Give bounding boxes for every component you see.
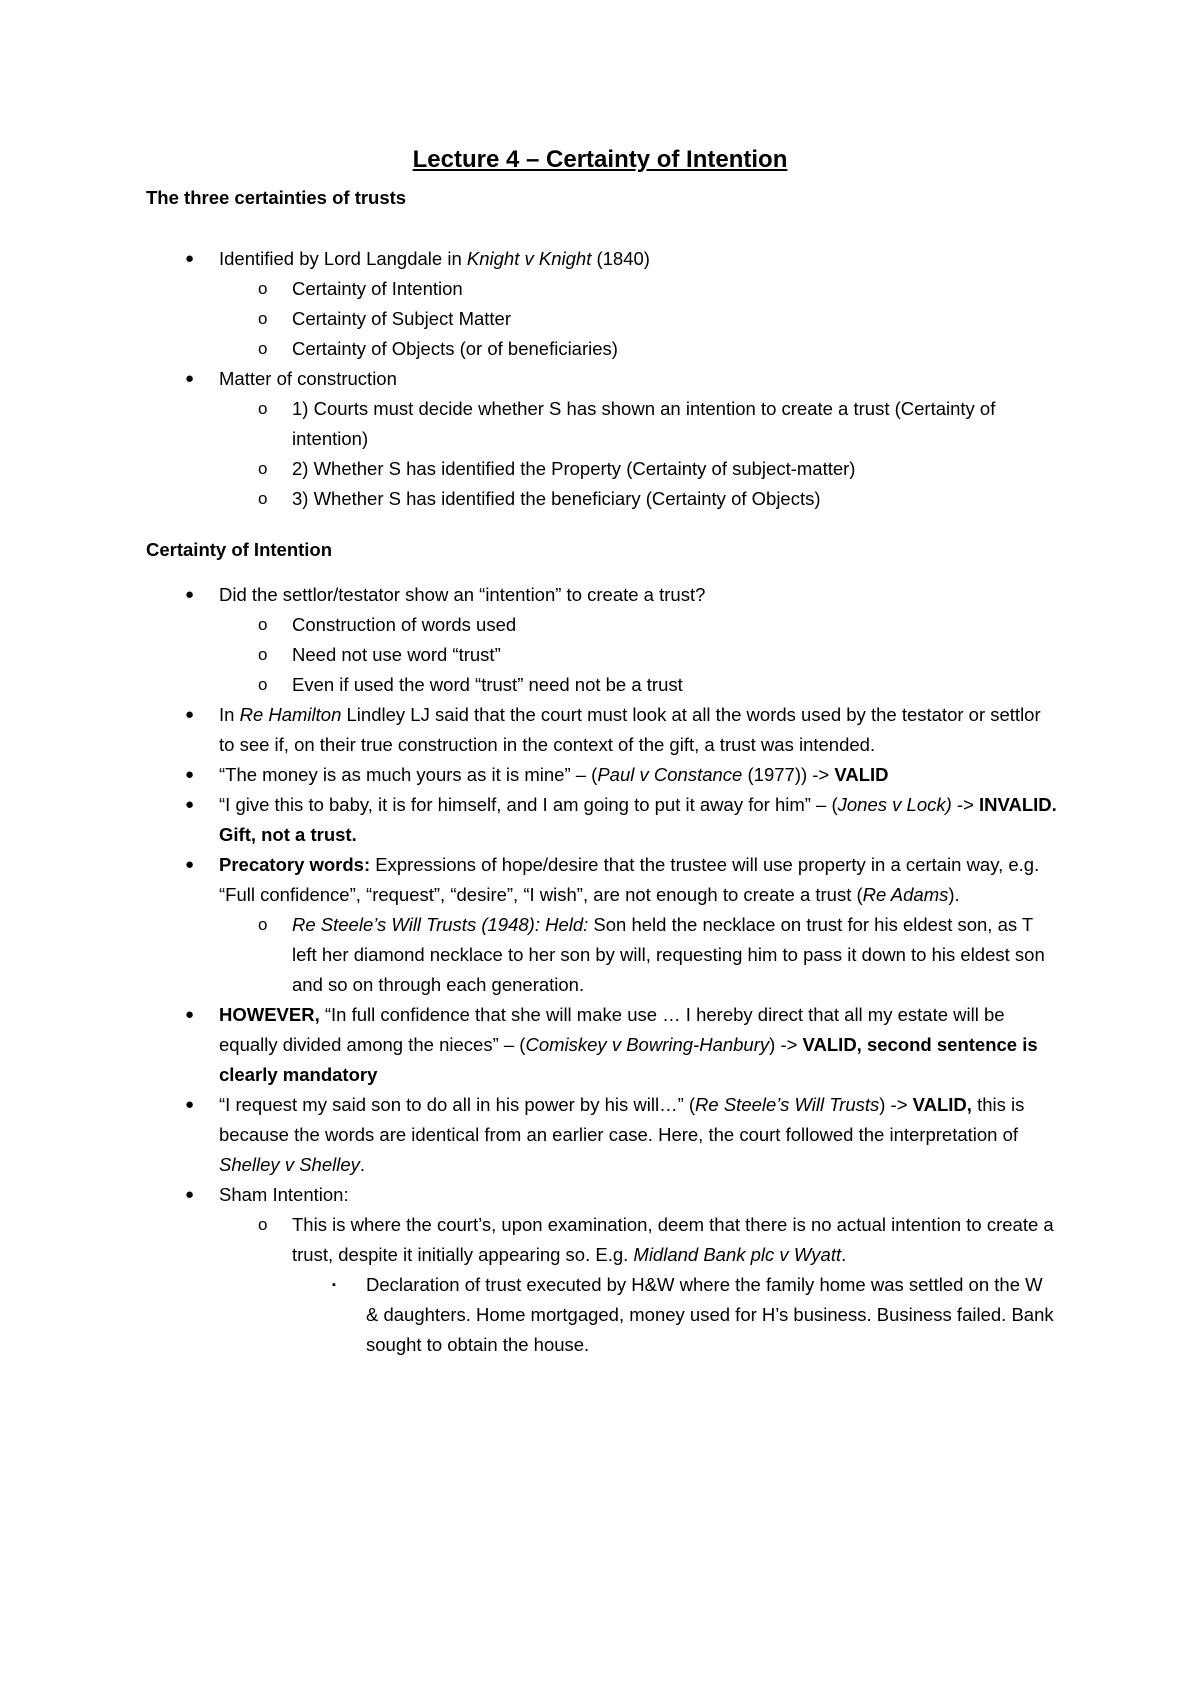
text-run: “I request my said son to do all in his power by his will…” ( bbox=[219, 1094, 696, 1115]
text-run: In bbox=[219, 704, 240, 725]
text-run: Re Steele’s Will Trusts bbox=[695, 1094, 880, 1115]
section-heading-three-certainties: The three certainties of trusts bbox=[146, 187, 407, 208]
text-run: Re Steele’s Will Trusts (1948): Held: bbox=[292, 914, 589, 935]
text-run: 2) Whether S has identified the Property (Certainty of subject-matter) bbox=[292, 458, 856, 479]
list-item-text bbox=[219, 1004, 1038, 1085]
page-title: Lecture 4 – Certainty of Intention bbox=[412, 146, 788, 173]
text-run: VALID bbox=[834, 764, 889, 785]
text-run: Re Hamilton bbox=[239, 704, 342, 725]
bullet-circle-icon: o bbox=[258, 1215, 268, 1234]
text-run: this is because the words are identical from an earlier case. Here, the court followed the interpretation of bbox=[219, 1094, 1025, 1145]
text-run: INVALID. Gift, not a trust. bbox=[219, 794, 1057, 845]
list-item-level-2 bbox=[0, 1210, 1200, 1270]
text-run: ) -> bbox=[879, 1094, 913, 1115]
list-item-level-1 bbox=[0, 244, 1200, 274]
text-run: Even if used the word “trust” need not be a trust bbox=[292, 674, 683, 695]
text-run: Identified by Lord Langdale in bbox=[219, 248, 467, 269]
list-item-level-2 bbox=[0, 334, 1200, 364]
bullet-list-certainty-of-intention bbox=[0, 580, 1200, 1360]
list-item-level-1 bbox=[0, 580, 1200, 610]
list-item-level-1 bbox=[0, 850, 1200, 910]
list-item-text bbox=[292, 338, 618, 359]
list-item-level-2 bbox=[0, 910, 1200, 1000]
text-run: Paul v Constance bbox=[597, 764, 743, 785]
text-run: Re Adams bbox=[862, 884, 949, 905]
list-item-level-1 bbox=[0, 1000, 1200, 1090]
list-item-level-1 bbox=[0, 1090, 1200, 1180]
list-item-text bbox=[292, 674, 683, 695]
list-item-text bbox=[219, 704, 1041, 755]
text-run: Shelley v Shelley bbox=[219, 1154, 360, 1175]
bullet-circle-icon: o bbox=[258, 279, 268, 298]
bullet-circle-icon: o bbox=[258, 915, 268, 934]
bullet-dot-icon: ● bbox=[185, 856, 195, 873]
list-item-text bbox=[366, 1274, 1054, 1355]
bullet-dot-icon: ● bbox=[185, 370, 195, 387]
text-run: “The money is as much yours as it is mine” – ( bbox=[219, 764, 598, 785]
text-run: -> bbox=[951, 794, 980, 815]
list-item-text bbox=[219, 584, 705, 605]
bullet-circle-icon: o bbox=[258, 309, 268, 328]
list-item-level-1 bbox=[0, 790, 1200, 850]
list-item-level-2 bbox=[0, 484, 1200, 514]
text-run: 1) Courts must decide whether S has shown an intention to create a trust (Certainty of intention) bbox=[292, 398, 996, 449]
list-item-level-2 bbox=[0, 610, 1200, 640]
text-run: HOWEVER, bbox=[219, 1004, 320, 1025]
list-item-text bbox=[219, 764, 889, 785]
list-item-level-2 bbox=[0, 670, 1200, 700]
list-item-text bbox=[292, 488, 821, 509]
text-run: Knight v Knight bbox=[466, 248, 592, 269]
text-run: Did the settlor/testator show an “intention” to create a trust? bbox=[219, 584, 706, 605]
list-item-text bbox=[292, 458, 855, 479]
bullet-dot-icon: ● bbox=[185, 706, 195, 723]
text-run: VALID, second sentence is clearly mandatory bbox=[219, 1034, 1038, 1085]
list-item-text bbox=[292, 398, 995, 449]
list-item-text bbox=[219, 1184, 349, 1205]
bullet-dot-icon: ● bbox=[185, 1186, 195, 1203]
bullet-dot-icon: ● bbox=[185, 1006, 195, 1023]
bullet-circle-icon: o bbox=[258, 459, 268, 478]
list-item-level-2 bbox=[0, 394, 1200, 454]
list-item-text bbox=[292, 308, 511, 329]
text-run: Comiskey v Bowring-Hanbury bbox=[525, 1034, 770, 1055]
list-item-level-1 bbox=[0, 700, 1200, 760]
text-run: Jones v Lock) bbox=[837, 794, 952, 815]
text-run: (1840) bbox=[591, 248, 650, 269]
text-run: Expressions of hope/desire that the trustee will use property in a certain way, e.g. “Full confidence”, “request”, “desire”, “I wish”, are not enough to create a trust ( bbox=[219, 854, 1040, 905]
list-item-text bbox=[292, 614, 516, 635]
bullet-list-three-certainties bbox=[0, 244, 1200, 514]
text-run: This is where the court’s, upon examination, deem that there is no actual intention to create a trust, despite it initially appearing so. E.g. bbox=[292, 1214, 1054, 1265]
text-run: Midland Bank plc v Wyatt bbox=[633, 1244, 842, 1265]
text-run: Sham Intention: bbox=[219, 1184, 349, 1205]
bullet-dot-icon: ● bbox=[185, 796, 195, 813]
list-item-level-1 bbox=[0, 1180, 1200, 1210]
list-item-level-2 bbox=[0, 640, 1200, 670]
text-run: “In full confidence that she will make use … I hereby direct that all my estate will be equally divided among the nieces” – ( bbox=[219, 1004, 1005, 1055]
text-run: Certainty of Intention bbox=[292, 278, 463, 299]
bullet-circle-icon: o bbox=[258, 615, 268, 634]
bullet-circle-icon: o bbox=[258, 675, 268, 694]
list-item-text bbox=[219, 248, 650, 269]
list-item-text bbox=[219, 368, 397, 389]
bullet-dot-icon: ● bbox=[185, 1096, 195, 1113]
text-run: . bbox=[841, 1244, 847, 1265]
list-item-level-3 bbox=[0, 1270, 1200, 1360]
list-item-text bbox=[219, 794, 1057, 845]
text-run: VALID, bbox=[912, 1094, 972, 1115]
text-run: Lindley LJ said that the court must look at all the words used by the testator or settlor to see if, on their true construction in the context of the gift, a trust was intended. bbox=[219, 704, 1041, 755]
text-run: Need not use word “trust” bbox=[292, 644, 501, 665]
list-item-text bbox=[292, 278, 463, 299]
text-run: Son held the necklace on trust for his eldest son, as T left her diamond necklace to her son by will, requesting him to pass it down to his eldest son and so on through each generation. bbox=[292, 914, 1045, 995]
text-run: Certainty of Subject Matter bbox=[292, 308, 512, 329]
list-item-text bbox=[292, 644, 501, 665]
text-run: ). bbox=[948, 884, 960, 905]
list-item-level-1 bbox=[0, 364, 1200, 394]
text-run: Matter of construction bbox=[219, 368, 397, 389]
bullet-circle-icon: o bbox=[258, 399, 268, 418]
bullet-circle-icon: o bbox=[258, 339, 268, 358]
text-run: Construction of words used bbox=[292, 614, 517, 635]
bullet-square-icon: ▪ bbox=[332, 1279, 336, 1291]
text-run: . bbox=[359, 1154, 366, 1175]
list-item-level-1 bbox=[0, 760, 1200, 790]
text-run: 3) Whether S has identified the beneficiary (Certainty of Objects) bbox=[292, 488, 821, 509]
text-run: Precatory words: bbox=[219, 854, 371, 875]
text-run: Certainty of Objects (or of beneficiaries) bbox=[292, 338, 618, 359]
bullet-circle-icon: o bbox=[258, 489, 268, 508]
bullet-dot-icon: ● bbox=[185, 586, 195, 603]
list-item-text bbox=[219, 854, 1039, 905]
list-item-level-2 bbox=[0, 454, 1200, 484]
list-item-text bbox=[292, 1214, 1054, 1265]
list-item-level-2 bbox=[0, 274, 1200, 304]
text-run: (1977)) -> bbox=[742, 764, 835, 785]
list-item-text bbox=[292, 914, 1045, 995]
text-run: “I give this to baby, it is for himself, and I am going to put it away for him” – ( bbox=[219, 794, 838, 815]
bullet-dot-icon: ● bbox=[185, 250, 195, 267]
text-run: Declaration of trust executed by H&W where the family home was settled on the W & daughters. Home mortgaged, money used for H’s business. Business failed. Bank sought to obtain the house. bbox=[366, 1274, 1054, 1355]
list-item-level-2 bbox=[0, 304, 1200, 334]
text-run: ) -> bbox=[769, 1034, 803, 1055]
list-item-text bbox=[219, 1094, 1024, 1175]
section-heading-certainty-of-intention: Certainty of Intention bbox=[146, 539, 333, 560]
bullet-dot-icon: ● bbox=[185, 766, 195, 783]
bullet-circle-icon: o bbox=[258, 645, 268, 664]
